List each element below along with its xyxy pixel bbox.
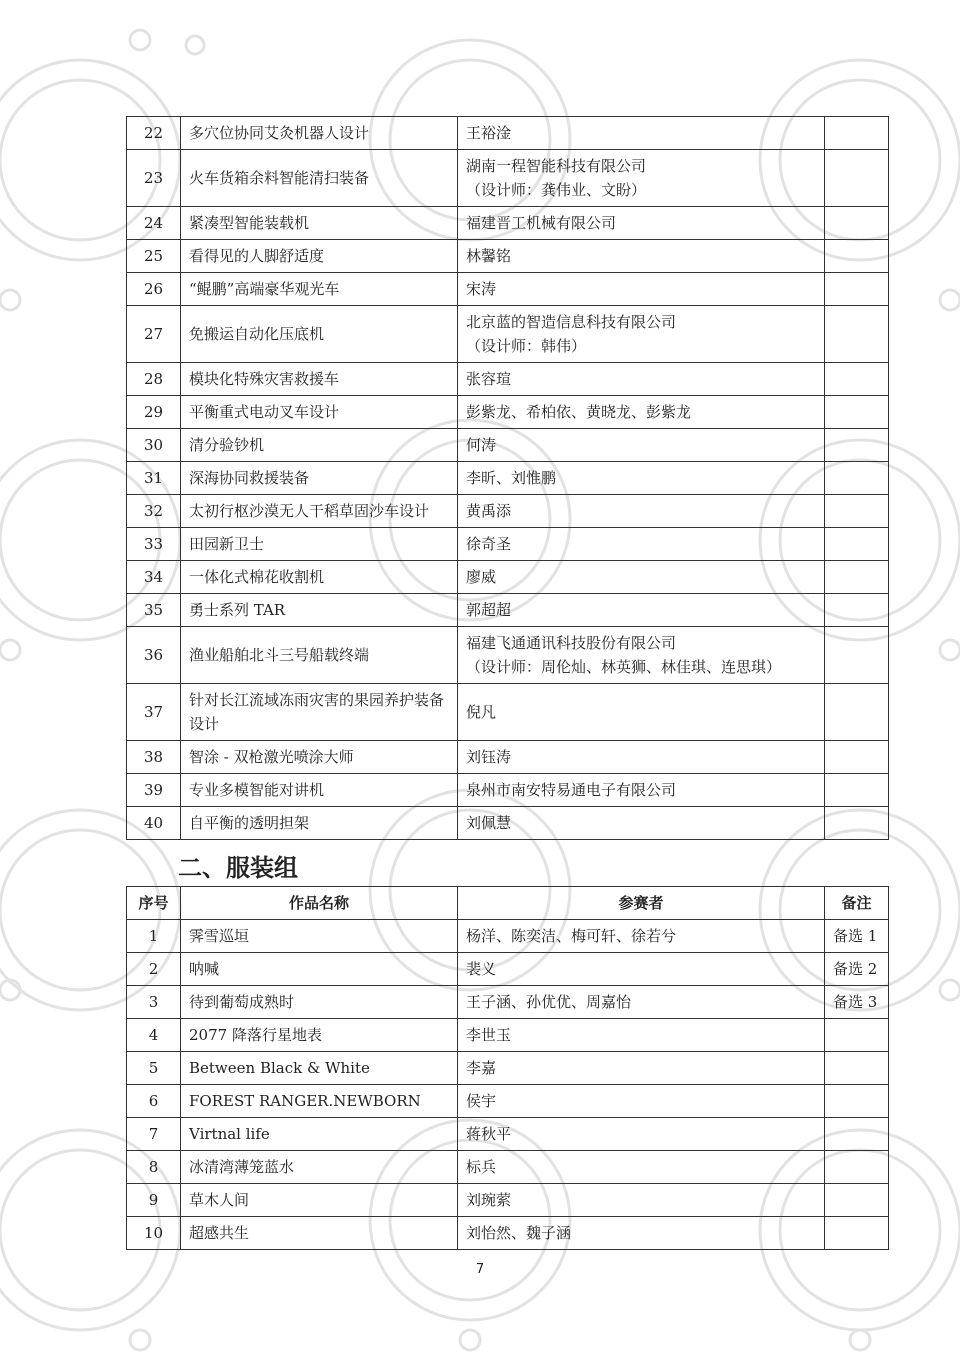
cell-participant [458,1151,825,1184]
cell-participant [458,1052,825,1085]
cell-no: 33 [127,528,181,561]
cell-note [825,594,889,627]
cell-note [825,150,889,207]
cell-no: 2 [127,953,181,986]
table-row [127,1217,889,1250]
table-row [127,920,889,953]
participant-line: 刘佩慧 [466,814,512,832]
cell-no: 37 [127,684,181,741]
cell-title: 智涂 - 双枪激光喷涂大师 [181,741,458,774]
cell-participant [458,953,825,986]
cell-note [825,741,889,774]
cell-title: 超感共生 [181,1217,458,1250]
cell-title: 清分验钞机 [181,429,458,462]
cell-note [825,429,889,462]
cell-note [825,306,889,363]
table-row [127,627,889,684]
participant-line: 标兵 [466,1158,497,1176]
table-row [127,1085,889,1118]
cell-title: “鲲鹏”高端豪华观光车 [181,273,458,306]
participant-line: 蒋秋平 [466,1125,512,1143]
participant-line: 何涛 [466,436,497,454]
cell-title: 2077 降落行星地表 [181,1019,458,1052]
cell-note: 备选 2 [825,953,889,986]
participant-line: 彭紫龙、希柏依、黄晓龙、彭紫龙 [466,403,692,421]
cell-participant [458,117,825,150]
table-row [127,684,889,741]
cell-note [825,561,889,594]
section-title: 二、服装组 [178,854,298,882]
cell-note [825,774,889,807]
participant-line: 裴义 [466,960,497,978]
cell-title: 模块化特殊灾害救援车 [181,363,458,396]
cell-participant [458,594,825,627]
cell-note [825,807,889,840]
cell-participant [458,240,825,273]
industrial-design-table-body [127,117,889,840]
participant-line: 福建晋工机械有限公司 [466,214,617,232]
cell-note [825,1019,889,1052]
participant-line: 北京蓝的智造信息科技有限公司 [466,313,677,331]
participant-line: （设计师：周伦灿、林英狮、林佳琪、连思琪） [466,658,782,676]
table-row [127,1184,889,1217]
participant-line: 刘琬萦 [466,1191,512,1209]
participant-line: 倪凡 [466,703,497,721]
table-row [127,594,889,627]
table-row [127,363,889,396]
cell-no: 4 [127,1019,181,1052]
cell-note [825,240,889,273]
cell-title: 渔业船舶北斗三号船载终端 [181,627,458,684]
table-row [127,1019,889,1052]
cell-no: 31 [127,462,181,495]
cell-participant [458,1217,825,1250]
cell-participant [458,684,825,741]
cell-no: 22 [127,117,181,150]
table-row [127,306,889,363]
table-row [127,561,889,594]
cell-no: 25 [127,240,181,273]
participant-line: 湖南一程智能科技有限公司 [466,157,647,175]
cell-no: 10 [127,1217,181,1250]
table-row [127,986,889,1019]
table-row [127,1052,889,1085]
cell-no: 39 [127,774,181,807]
cell-note: 备选 1 [825,920,889,953]
cell-note [825,1217,889,1250]
cell-title: 平衡重式电动叉车设计 [181,396,458,429]
cell-no: 8 [127,1151,181,1184]
cell-participant [458,920,825,953]
participant-line: （设计师：龚伟业、文盼） [466,181,647,199]
cell-no: 29 [127,396,181,429]
cell-participant [458,462,825,495]
cell-no: 27 [127,306,181,363]
cell-participant [458,306,825,363]
cell-no: 9 [127,1184,181,1217]
cell-participant [458,774,825,807]
cell-no: 36 [127,627,181,684]
cell-title: 一体化式棉花收割机 [181,561,458,594]
cell-no: 23 [127,150,181,207]
cell-participant [458,396,825,429]
cell-participant [458,273,825,306]
participant-line: 李嘉 [466,1059,497,1077]
cell-participant [458,1085,825,1118]
table-row [127,429,889,462]
cell-title: 紧凑型智能装载机 [181,207,458,240]
cell-participant [458,363,825,396]
cell-title: 太初行枢沙漠无人干稻草固沙车设计 [181,495,458,528]
participant-line: 郭超超 [466,601,512,619]
cell-no: 28 [127,363,181,396]
cell-no: 5 [127,1052,181,1085]
table-row [127,953,889,986]
table-row [127,396,889,429]
apparel-table-body [127,920,889,1250]
cell-note [825,1118,889,1151]
cell-participant [458,1184,825,1217]
cell-title: 草木人间 [181,1184,458,1217]
cell-title: 自平衡的透明担架 [181,807,458,840]
cell-note [825,207,889,240]
participant-line: 黄禹添 [466,502,512,520]
cell-note [825,117,889,150]
participant-line: 王子涵、孙优优、周嘉怡 [466,993,632,1011]
cell-title: 多穴位协同艾灸机器人设计 [181,117,458,150]
cell-participant [458,429,825,462]
cell-title: 勇士系列 TAR [181,594,458,627]
participant-line: 刘怡然、魏子涵 [466,1224,572,1242]
table-row [127,462,889,495]
cell-title: 田园新卫士 [181,528,458,561]
cell-title: FOREST RANGER.NEWBORN [181,1085,458,1118]
cell-note [825,1184,889,1217]
cell-participant [458,627,825,684]
cell-participant [458,741,825,774]
cell-participant [458,495,825,528]
cell-no: 35 [127,594,181,627]
cell-title: 呐喊 [181,953,458,986]
cell-title: Between Black & White [181,1052,458,1085]
table-row [127,273,889,306]
participant-line: 福建飞通通讯科技股份有限公司 [466,634,677,652]
page-content [126,116,888,1250]
table-row [127,495,889,528]
cell-title: 免搬运自动化压底机 [181,306,458,363]
participant-line: 刘钰涛 [466,748,512,766]
cell-title: 待到葡萄成熟时 [181,986,458,1019]
cell-note [825,396,889,429]
cell-note [825,462,889,495]
participant-line: 杨洋、陈奕洁、梅可轩、徐若兮 [466,927,677,945]
cell-note [825,1151,889,1184]
table-row [127,807,889,840]
cell-note [825,495,889,528]
cell-title: Virtnal life [181,1118,458,1151]
cell-title: 冰清湾薄笼蓝水 [181,1151,458,1184]
cell-participant [458,807,825,840]
table-row [127,1151,889,1184]
cell-note [825,273,889,306]
cell-note [825,363,889,396]
cell-no: 1 [127,920,181,953]
cell-participant [458,561,825,594]
cell-participant [458,150,825,207]
cell-no: 6 [127,1085,181,1118]
cell-note [825,528,889,561]
cell-title: 专业多模智能对讲机 [181,774,458,807]
header-no: 序号 [127,887,181,920]
cell-no: 40 [127,807,181,840]
apparel-table [126,886,889,1250]
cell-no: 34 [127,561,181,594]
cell-title: 深海协同救援装备 [181,462,458,495]
table-row [127,1118,889,1151]
participant-line: 王裕淦 [466,124,512,142]
cell-no: 32 [127,495,181,528]
participant-line: 李昕、刘惟鹏 [466,469,557,487]
participant-line: 泉州市南安特易通电子有限公司 [466,781,677,799]
participant-line: 张容瑄 [466,370,512,388]
cell-note [825,684,889,741]
header-participant: 参赛者 [458,887,825,920]
table-row [127,207,889,240]
table-row [127,741,889,774]
cell-no: 7 [127,1118,181,1151]
cell-note: 备选 3 [825,986,889,1019]
cell-title: 火车货箱余料智能清扫装备 [181,150,458,207]
participant-line: 廖威 [466,568,497,586]
cell-note [825,1052,889,1085]
header-note: 备注 [825,887,889,920]
cell-participant [458,207,825,240]
participant-line: 侯宇 [466,1092,497,1110]
participant-line: （设计师：韩伟） [466,337,587,355]
participant-line: 林馨铭 [466,247,512,265]
header-title: 作品名称 [181,887,458,920]
cell-no: 24 [127,207,181,240]
cell-participant [458,528,825,561]
cell-participant [458,1118,825,1151]
table-row [127,774,889,807]
table-header-row [127,887,889,920]
cell-title: 霁雪巡垣 [181,920,458,953]
cell-no: 30 [127,429,181,462]
cell-note [825,1085,889,1118]
cell-title: 针对长江流域冻雨灾害的果园养护装备设计 [181,684,458,741]
cell-participant [458,1019,825,1052]
table-row [127,240,889,273]
participant-line: 徐奇圣 [466,535,512,553]
participant-line: 李世玉 [466,1026,512,1044]
table-row [127,117,889,150]
table-row [127,150,889,207]
table-row [127,528,889,561]
cell-title: 看得见的人脚舒适度 [181,240,458,273]
cell-no: 38 [127,741,181,774]
cell-no: 26 [127,273,181,306]
cell-note [825,627,889,684]
participant-line: 宋涛 [466,280,497,298]
page-number: 7 [475,1262,485,1277]
industrial-design-table [126,116,889,840]
cell-no: 3 [127,986,181,1019]
cell-participant [458,986,825,1019]
